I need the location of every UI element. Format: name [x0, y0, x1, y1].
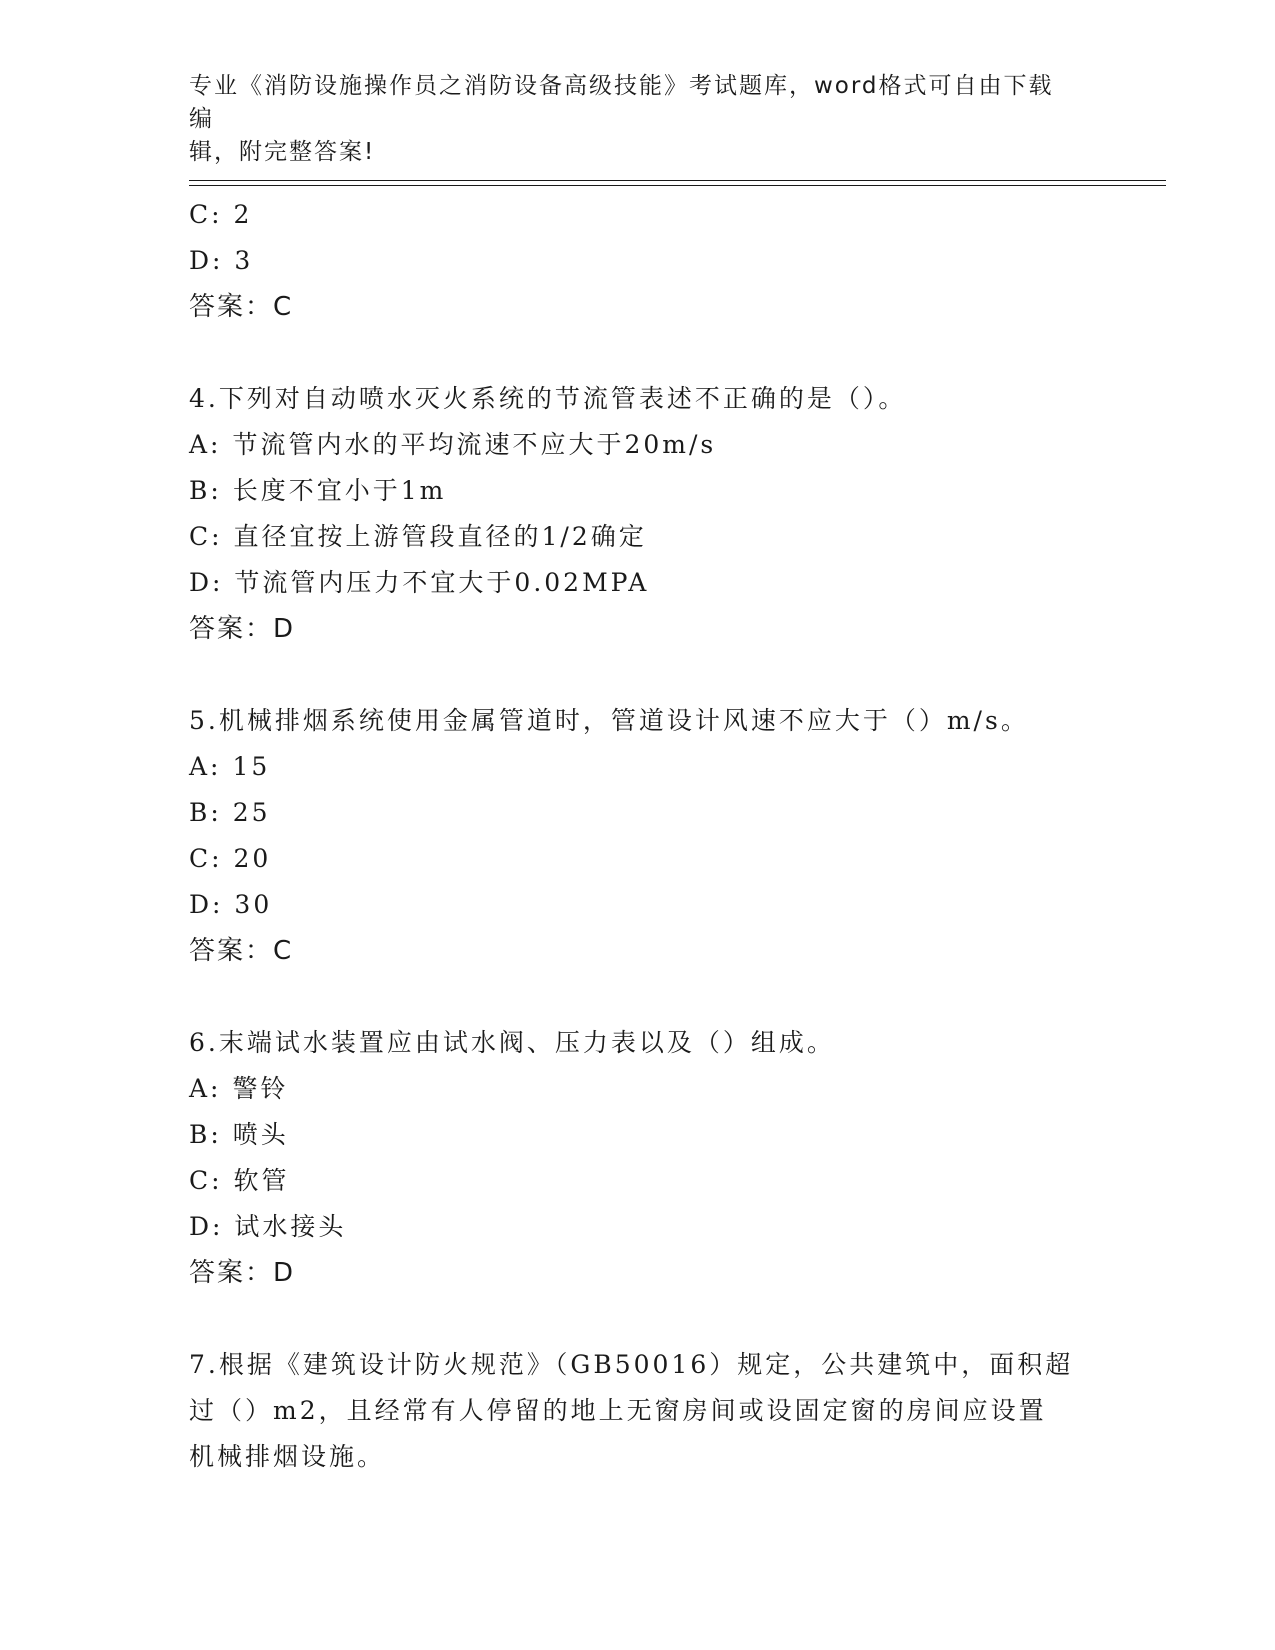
spacer — [189, 974, 1069, 1020]
option-label: A: — [189, 1074, 222, 1103]
previous-question-tail — [189, 192, 1069, 330]
question-stem: 4.下列对自动喷水灭火系统的节流管表述不正确的是（）。 — [189, 384, 907, 413]
option-line — [189, 1112, 1069, 1158]
option-label: D: — [189, 1212, 224, 1241]
option-text: 直径宜按上游管段直径的1/2确定 — [233, 522, 647, 551]
option-text: 节流管内水的平均流速不应大于20m/s — [232, 430, 717, 459]
option-text: 软管 — [233, 1166, 290, 1195]
spacer — [189, 652, 1069, 698]
option-label: D: — [189, 890, 224, 919]
question-stem-line: 机械排烟设施。 — [189, 1442, 386, 1471]
option-line — [189, 560, 1069, 606]
option-text: 15 — [232, 752, 271, 781]
option-label: A: — [189, 430, 222, 459]
spacer — [189, 1296, 1069, 1342]
header-divider-bottom — [189, 185, 1166, 186]
question-content — [189, 192, 1074, 1480]
question-5 — [189, 698, 1069, 974]
question-stem: 6.末端试水装置应由试水阀、压力表以及（）组成。 — [189, 1028, 835, 1057]
spacer — [189, 330, 1069, 376]
option-line — [189, 790, 1069, 836]
option-label: C: — [189, 1166, 223, 1195]
option-label: A: — [189, 752, 222, 781]
option-line — [189, 422, 1069, 468]
option-text: 喷头 — [232, 1120, 289, 1149]
option-label: D: — [189, 246, 224, 275]
option-label: C: — [189, 844, 223, 873]
question-4 — [189, 376, 1069, 652]
option-text: 2 — [233, 200, 253, 229]
option-line — [189, 1066, 1069, 1112]
option-label: B: — [189, 798, 222, 827]
option-label: C: — [189, 200, 223, 229]
option-label: B: — [189, 1120, 222, 1149]
question-6 — [189, 1020, 1069, 1296]
option-line — [189, 882, 1069, 928]
option-text: 节流管内压力不宜大于0.02MPA — [234, 568, 650, 597]
header-line-1: 专业《消防设施操作员之消防设备高级技能》考试题库，word格式可自由下载编 — [189, 73, 1054, 132]
question-7 — [189, 1342, 1074, 1480]
option-text: 长度不宜小于1m — [232, 476, 447, 505]
document-header — [189, 70, 1069, 169]
question-stem-line: 7.根据《建筑设计防火规范》（GB50016）规定，公共建筑中，面积超 — [189, 1350, 1074, 1379]
header-line-2: 辑，附完整答案! — [189, 139, 376, 165]
option-line — [189, 1158, 1069, 1204]
answer-line: 答案：C — [189, 936, 294, 966]
option-line — [189, 1204, 1069, 1250]
option-text: 25 — [232, 798, 271, 827]
option-text: 试水接头 — [234, 1212, 347, 1241]
option-line — [189, 836, 1069, 882]
option-line — [189, 192, 1069, 238]
option-line — [189, 514, 1069, 560]
question-stem: 5.机械排烟系统使用金属管道时，管道设计风速不应大于（）m/s。 — [189, 706, 1029, 735]
option-text: 3 — [234, 246, 254, 275]
option-text: 警铃 — [232, 1074, 289, 1103]
option-line — [189, 238, 1069, 284]
question-stem-line: 过（）m2，且经常有人停留的地上无窗房间或设固定窗的房间应设置 — [189, 1396, 1047, 1425]
option-label: D: — [189, 568, 224, 597]
option-line — [189, 744, 1069, 790]
option-text: 20 — [233, 844, 272, 873]
option-line — [189, 468, 1069, 514]
answer-line: 答案：D — [189, 1258, 296, 1288]
option-label: C: — [189, 522, 223, 551]
option-text: 30 — [234, 890, 273, 919]
answer-line: 答案：D — [189, 614, 296, 644]
header-divider-top — [189, 180, 1166, 181]
option-label: B: — [189, 476, 222, 505]
answer-line: 答案：C — [189, 292, 294, 322]
